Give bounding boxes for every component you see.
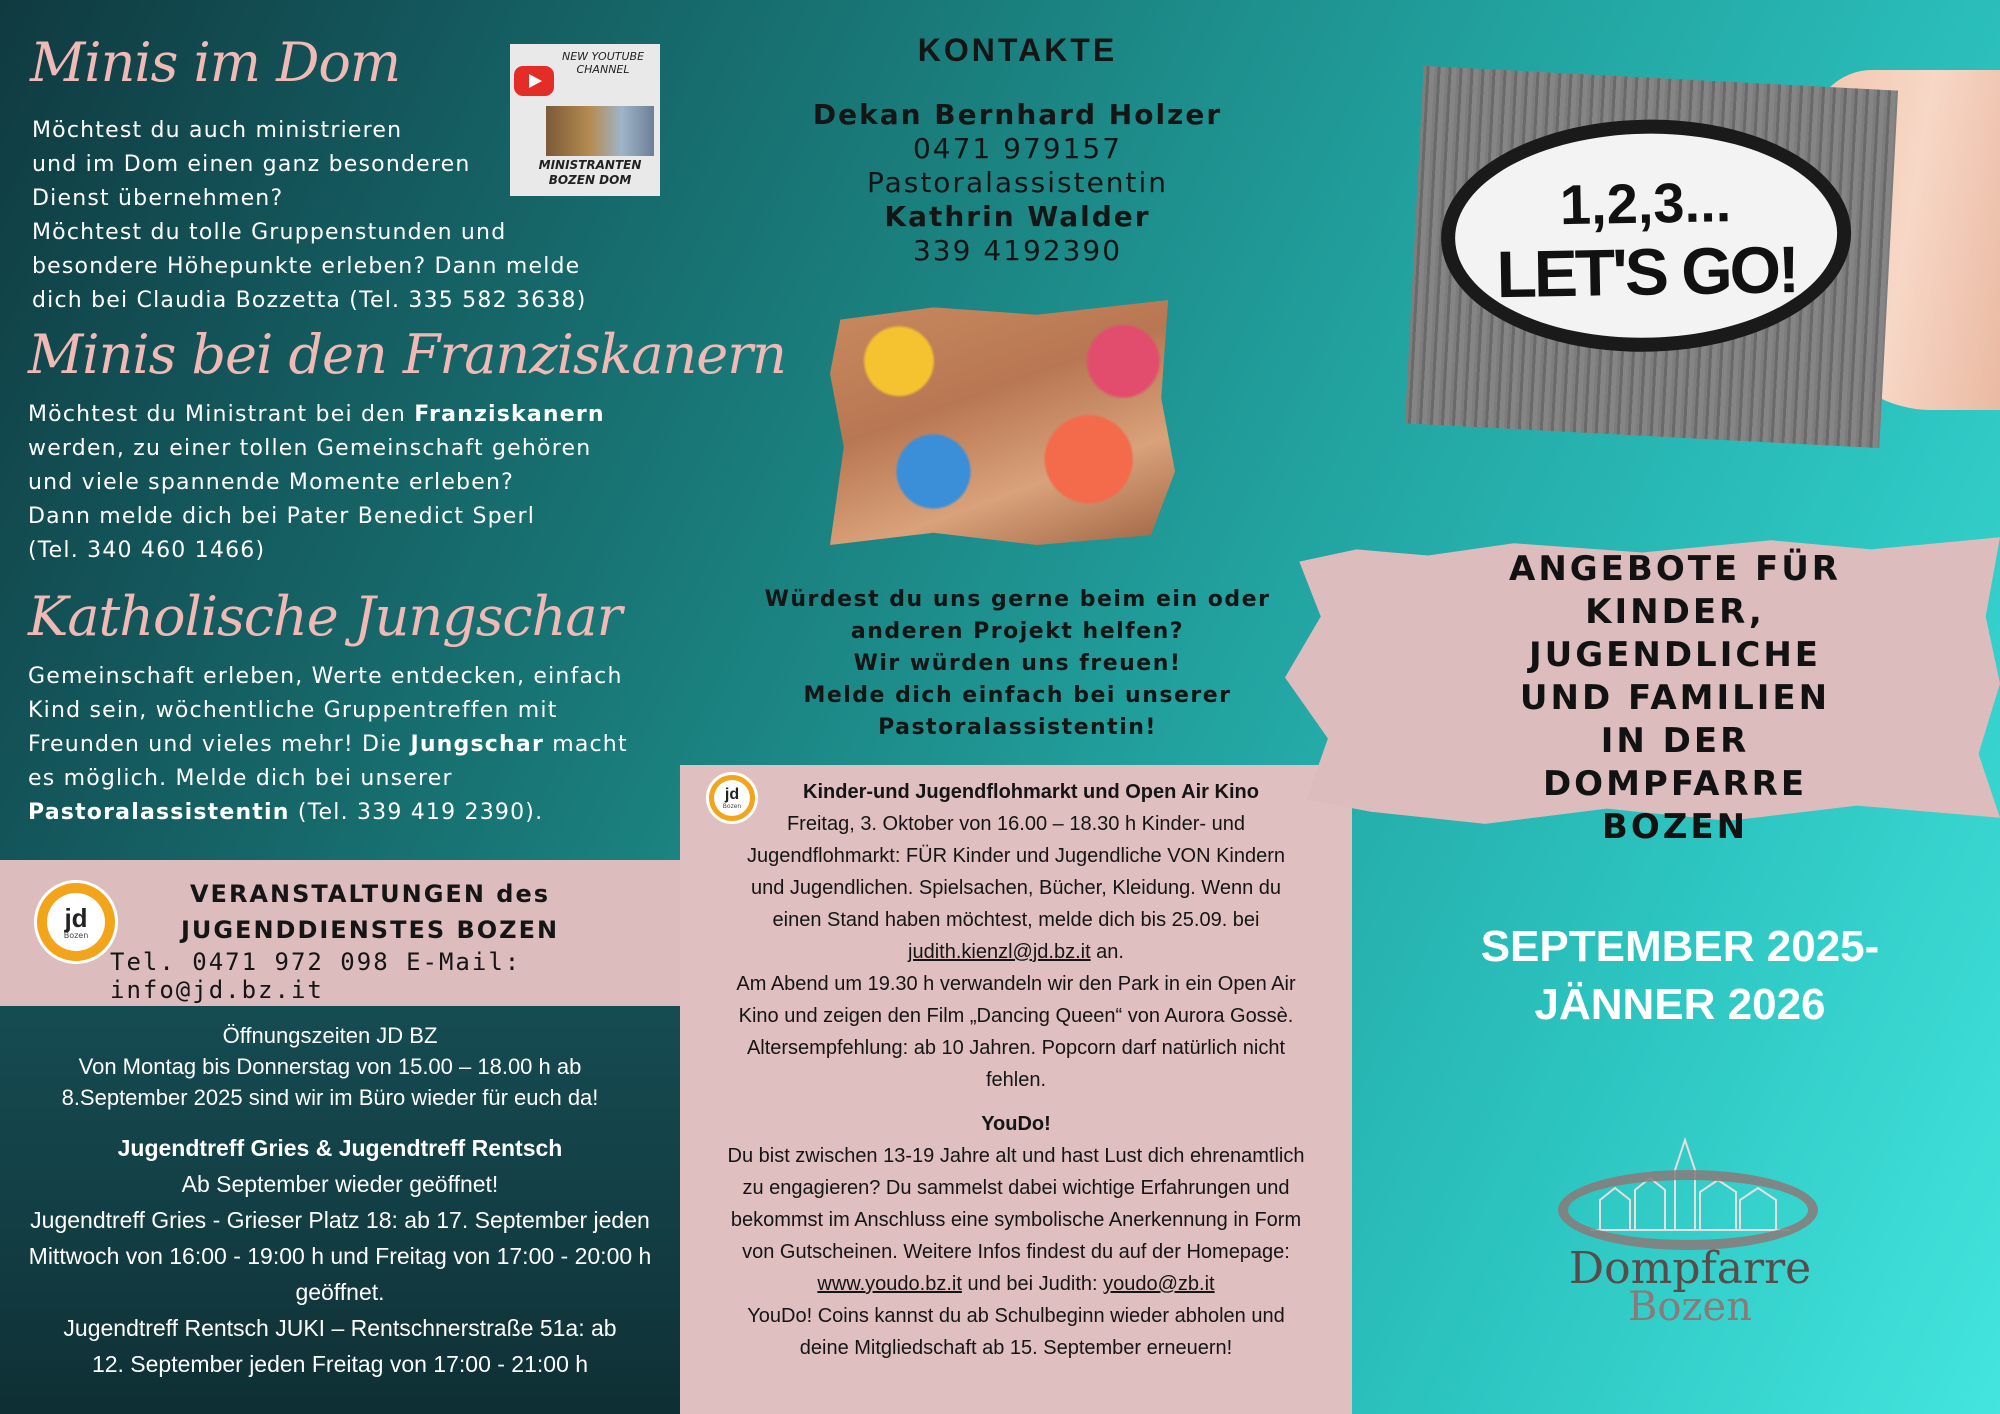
jd-logo-sub: Bozen [63, 930, 89, 940]
text-line: Möchtest du tolle Gruppenstunden und [32, 220, 507, 245]
heading-minis-im-dom: Minis im Dom [30, 31, 401, 94]
text-span: Möchtest du Ministrant bei den [28, 402, 415, 427]
text-line: VERANSTALTUNGEN des [189, 880, 551, 908]
text-bold: Pastoralassistentin [28, 800, 290, 825]
text-line: Ab September wieder geöffnet! [181, 1171, 499, 1197]
text-span: (Tel. 339 419 2390). [289, 800, 544, 825]
jd-logo [34, 880, 118, 964]
jd-logo-inner [47, 893, 105, 951]
email-link[interactable]: judith.kienzl@jd.bz.it [908, 941, 1091, 963]
text-line: besondere Höhepunkte erleben? Dann melde [32, 254, 581, 279]
text-line: Würdest du uns gerne beim ein oder [764, 587, 1271, 612]
event-youdo [680, 1108, 1352, 1364]
text-line [680, 936, 1352, 968]
lets-go-photo [1405, 66, 1898, 448]
date-line: JÄNNER 2026 [1534, 980, 1826, 1029]
text-line: JUGENDLICHE [1528, 635, 1822, 675]
minis-im-dom-text [32, 114, 592, 318]
text-line: zu engagieren? Du sammelst dabei wichtige Erfahrungen und [742, 1177, 1290, 1199]
event-title: Kinder-und Jugendflohmarkt und Open Air Kino [803, 781, 1259, 803]
hands-together-photo [830, 300, 1175, 545]
text-line: Gemeinschaft erleben, Werte entdecken, einfach [28, 664, 623, 689]
text-line: Kino und zeigen den Film „Dancing Queen“ von Aurora Gossè. [738, 1005, 1294, 1027]
speech-bubble-text [1454, 166, 1838, 312]
text-line: und viele spannende Momente erleben? [28, 470, 514, 495]
event-flohmarkt [680, 776, 1352, 1096]
text-line: bekommst im Anschluss eine symbolische Anerkennung in Form [730, 1209, 1302, 1231]
text-line: Mittwoch von 16:00 - 19:00 h und Freitag von 17:00 - 20:00 h [28, 1243, 652, 1269]
text-line [680, 1268, 1352, 1300]
jungschar-text [28, 660, 678, 830]
text-line: (Tel. 340 460 1466) [28, 538, 266, 563]
text-line: es möglich. Melde dich bei unserer [28, 766, 453, 791]
jugendtreff-title: Jugendtreff Gries & Jugendtreff Rentsch [117, 1135, 563, 1161]
ministranten-photo [546, 106, 654, 156]
speech-bubble [1439, 116, 1853, 355]
text-line: Altersempfehlung: ab 10 Jahren. Popcorn darf natürlich nicht [746, 1037, 1286, 1059]
jd-contact-line: Tel. 0471 972 098 E-Mail: info@jd.bz.it [110, 948, 522, 1004]
text-line: Jugendflohmarkt: FÜR Kinder und Jugendliche VON Kindern [746, 845, 1286, 867]
youdo-website-link[interactable]: www.youdo.bz.it [817, 1273, 962, 1295]
text-line: Dann melde dich bei Pater Benedict Sperl [28, 504, 536, 529]
text-line: Am Abend um 19.30 h verwandeln wir den Park in ein Open Air [736, 973, 1296, 995]
text-line: UND FAMILIEN [1519, 678, 1831, 718]
text-line: Jugendtreff Gries - Grieser Platz 18: ab 17. September jeden [30, 1207, 650, 1233]
text-line: ANGEBOTE FÜR KINDER, [1509, 549, 1841, 632]
text-line: Jugendtreff Rentsch JUKI – Rentschnerstraße 51a: ab [63, 1315, 617, 1341]
text-span: an. [1090, 941, 1124, 963]
date-range [1400, 918, 1960, 1034]
text-line: Möchtest du auch ministrieren [32, 118, 403, 143]
bubble-line: 1,2,3... [1559, 170, 1732, 237]
text-line: YouDo! Coins kannst du ab Schulbeginn wieder abholen und [747, 1305, 1285, 1327]
text-line: BOZEN [1601, 807, 1749, 847]
contacts-block [780, 98, 1255, 268]
text-bold: Franziskanern [414, 402, 605, 427]
contacts-heading: KONTAKTE [917, 32, 1118, 68]
text-line: werden, zu einer tollen Gemeinschaft gehören [28, 436, 592, 461]
text-line: DOMPFARRE [1542, 764, 1808, 804]
event-title: YouDo! [981, 1113, 1051, 1135]
youtube-top-text: NEW YOUTUBE CHANNEL [561, 50, 645, 76]
text-line: fehlen. [985, 1069, 1047, 1091]
text-span: und bei Judith: [961, 1273, 1104, 1295]
text-line: Kind sein, wöchentliche Gruppentreffen mit [28, 698, 558, 723]
date-line: SEPTEMBER 2025- [1480, 922, 1880, 971]
banner-title [1440, 548, 1910, 849]
jd-logo-text: jd [724, 785, 740, 803]
text-line: Öffnungszeiten JD BZ [222, 1023, 438, 1048]
text-line: und im Dom einen ganz besonderen [32, 152, 471, 177]
text-line: und Jugendlichen. Spielsachen, Bücher, Kleidung. Wenn du [750, 877, 1281, 899]
text-line: deine Mitgliedschaft ab 15. September erneuern! [799, 1337, 1233, 1359]
dompfarre-logo [1540, 1120, 1840, 1340]
jd-logo-text: jd [64, 902, 88, 933]
contact-phone: 339 4192390 [912, 234, 1123, 267]
youdo-email-link[interactable]: youdo@zb.it [1103, 1273, 1215, 1295]
text-line: Melde dich einfach bei unserer [803, 683, 1232, 708]
text-line: geöffnet. [295, 1279, 385, 1305]
heading-minis-franziskaner: Minis bei den Franziskanern [28, 323, 786, 386]
bubble-line: LET'S GO! [1495, 232, 1798, 312]
text-line: 8.September 2025 sind wir im Büro wieder für euch da! [61, 1085, 599, 1110]
text-line [28, 728, 678, 762]
youtube-bottom-text: MINISTRANTEN BOZEN DOM [538, 158, 642, 187]
text-bold: Jungschar [410, 732, 544, 757]
text-line: Pastoralassistentin! [878, 715, 1157, 740]
logo-ring [1558, 1170, 1818, 1250]
text-line: anderen Projekt helfen? [850, 619, 1185, 644]
jd-opening-hours [10, 1020, 650, 1113]
jd-logo-sub: Bozen [722, 802, 742, 810]
text-line: dich bei Claudia Bozzetta (Tel. 335 582 3638) [32, 288, 587, 313]
help-call-to-action [740, 584, 1295, 744]
text-span: Freunden und vieles mehr! Die [28, 732, 411, 757]
jugendtreff-info [10, 1130, 670, 1382]
text-line: Wir würden uns freuen! [853, 651, 1182, 676]
text-line [28, 796, 678, 830]
youtube-channel-thumbnail[interactable] [510, 44, 660, 196]
contact-phone: 0471 979157 [912, 132, 1123, 165]
text-line: Du bist zwischen 13-19 Jahre alt und hast Lust dich ehrenamtlich [727, 1145, 1305, 1167]
text-line: einen Stand haben möchtest, melde dich bis 25.09. bei [772, 909, 1260, 931]
jd-events-title [110, 876, 630, 948]
dompfarre-logo-sub: Bozen [1628, 1284, 1752, 1330]
contact-name: Kathrin Walder [884, 200, 1151, 233]
contact-name: Dekan Bernhard Holzer [812, 98, 1223, 131]
text-span: macht [544, 732, 628, 757]
heading-katholische-jungschar: Katholische Jungschar [28, 585, 622, 648]
text-line: JUGENDDIENSTES BOZEN [180, 916, 560, 944]
text-line: Von Montag bis Donnerstag von 15.00 – 18.00 h ab [78, 1054, 582, 1079]
dompfarre-logo-name: Dompfarre [1568, 1243, 1812, 1294]
text-line: IN DER [1600, 721, 1750, 761]
youtube-play-icon [514, 66, 554, 96]
text-line: von Gutscheinen. Weitere Infos findest du auf der Homepage: [742, 1241, 1290, 1263]
text-line [28, 398, 668, 432]
minis-franziskaner-text [28, 398, 668, 568]
text-line: Freitag, 3. Oktober von 16.00 – 18.30 h Kinder- und [786, 813, 1246, 835]
text-line: Dienst übernehmen? [32, 186, 284, 211]
text-line: 12. September jeden Freitag von 17:00 - 21:00 h [91, 1351, 589, 1377]
contact-role: Pastoralassistentin [866, 166, 1169, 199]
